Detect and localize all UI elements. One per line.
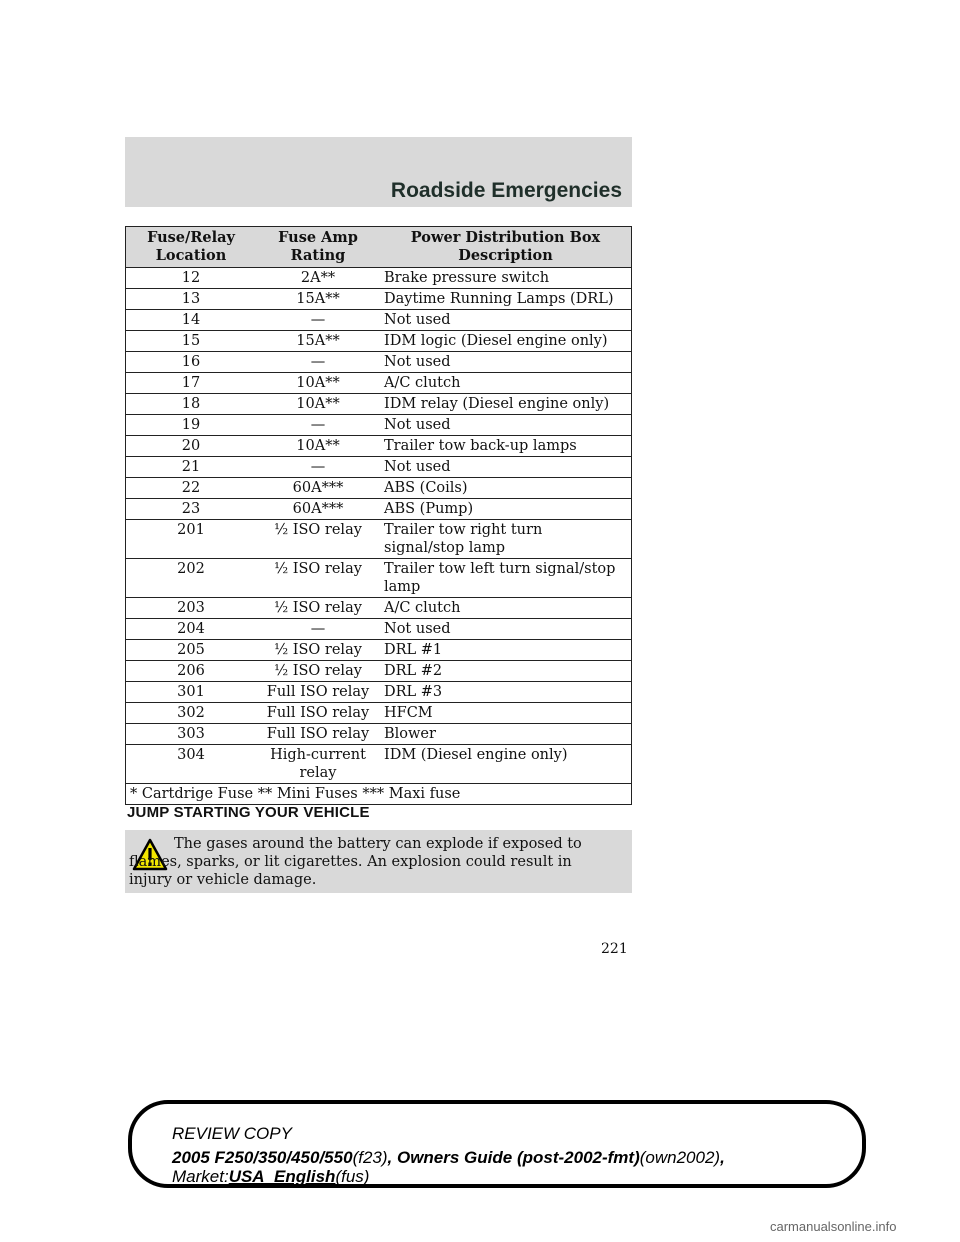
fuse-location-cell: 18 [126, 394, 257, 415]
fuse-location-cell: 205 [126, 640, 257, 661]
fuse-location-cell: 203 [126, 598, 257, 619]
fuse-location-cell: 17 [126, 373, 257, 394]
description-cell: IDM logic (Diesel engine only) [380, 331, 632, 352]
review-market-code: (fus) [335, 1167, 370, 1186]
description-cell: Trailer tow left turn signal/stop lamp [380, 559, 632, 598]
description-cell: Brake pressure switch [380, 268, 632, 289]
amp-rating-cell: Full ISO relay [256, 682, 380, 703]
description-cell: Not used [380, 352, 632, 373]
amp-rating-cell: ½ ISO relay [256, 559, 380, 598]
description-cell: IDM relay (Diesel engine only) [380, 394, 632, 415]
table-footnote-row [126, 784, 632, 805]
table-row [126, 559, 632, 598]
table-row [126, 640, 632, 661]
amp-rating-cell: 10A** [256, 436, 380, 457]
table-row [126, 745, 632, 784]
amp-rating-cell: 15A** [256, 289, 380, 310]
amp-rating-cell: ½ ISO relay [256, 640, 380, 661]
fuse-location-cell: 201 [126, 520, 257, 559]
section-title: Roadside Emergencies [390, 179, 622, 202]
fuse-location-cell: 206 [126, 661, 257, 682]
warning-text: The gases around the battery can explode if exposed to flames, sparks, or lit cigarettes. An explosion could result in injury or vehicle damage. [129, 836, 582, 888]
table-row [126, 268, 632, 289]
amp-rating-cell: 2A** [256, 268, 380, 289]
table-row [126, 373, 632, 394]
fuse-location-cell: 23 [126, 499, 257, 520]
fuse-location-cell: 303 [126, 724, 257, 745]
amp-rating-cell: ½ ISO relay [256, 598, 380, 619]
fuse-location-cell: 304 [126, 745, 257, 784]
review-guide-code: (own2002) [639, 1148, 721, 1167]
column-header-amp-rating: Fuse Amp Rating [256, 227, 380, 268]
review-model-code: (f23) [352, 1148, 388, 1167]
fuse-location-cell: 204 [126, 619, 257, 640]
amp-rating-cell: ½ ISO relay [256, 520, 380, 559]
column-header-location: Fuse/Relay Location [126, 227, 257, 268]
table-footnote: * Cartdrige Fuse ** Mini Fuses *** Maxi fuse [126, 784, 632, 805]
fuse-location-cell: 15 [126, 331, 257, 352]
description-cell: HFCM [380, 703, 632, 724]
fuse-location-cell: 19 [126, 415, 257, 436]
description-cell: DRL #3 [380, 682, 632, 703]
description-cell: Trailer tow right turn signal/stop lamp [380, 520, 632, 559]
amp-rating-cell: 15A** [256, 331, 380, 352]
description-cell: Not used [380, 619, 632, 640]
table-body [126, 268, 632, 784]
review-market: USA_English [228, 1167, 336, 1186]
column-header-description: Power Distribution Box Description [380, 227, 632, 268]
table-row [126, 352, 632, 373]
review-guide: , Owners Guide (post-2002-fmt) [387, 1148, 640, 1167]
table-row [126, 499, 632, 520]
table-row [126, 520, 632, 559]
table-row [126, 661, 632, 682]
fuse-location-cell: 14 [126, 310, 257, 331]
description-cell: A/C clutch [380, 373, 632, 394]
review-market-label: Market: [172, 1167, 229, 1186]
table-row [126, 394, 632, 415]
description-cell: Daytime Running Lamps (DRL) [380, 289, 632, 310]
section-heading: JUMP STARTING YOUR VEHICLE [127, 804, 370, 821]
description-cell: Trailer tow back-up lamps [380, 436, 632, 457]
amp-rating-cell: 10A** [256, 394, 380, 415]
description-cell: Not used [380, 310, 632, 331]
description-cell: Not used [380, 457, 632, 478]
amp-rating-cell: High-current relay [256, 745, 380, 784]
table-row [126, 457, 632, 478]
review-model: 2005 F250/350/450/550 [172, 1148, 353, 1167]
warning-box [125, 830, 632, 893]
amp-rating-cell: Full ISO relay [256, 724, 380, 745]
table-row [126, 331, 632, 352]
review-copy-box [128, 1100, 866, 1188]
review-market-line [172, 1167, 369, 1187]
amp-rating-cell: Full ISO relay [256, 703, 380, 724]
description-cell: Not used [380, 415, 632, 436]
review-model-line [172, 1148, 725, 1168]
description-cell: DRL #2 [380, 661, 632, 682]
fuse-location-cell: 301 [126, 682, 257, 703]
table-row [126, 682, 632, 703]
description-cell: ABS (Coils) [380, 478, 632, 499]
description-cell: DRL #1 [380, 640, 632, 661]
fuse-table [125, 226, 632, 805]
fuse-location-cell: 13 [126, 289, 257, 310]
table-row [126, 415, 632, 436]
amp-rating-cell: ½ ISO relay [256, 661, 380, 682]
fuse-location-cell: 302 [126, 703, 257, 724]
amp-rating-cell: 60A*** [256, 499, 380, 520]
table-row [126, 598, 632, 619]
description-cell: IDM (Diesel engine only) [380, 745, 632, 784]
table-row [126, 724, 632, 745]
table-header-row [126, 227, 632, 268]
description-cell: Blower [380, 724, 632, 745]
description-cell: A/C clutch [380, 598, 632, 619]
amp-rating-cell: — [256, 415, 380, 436]
fuse-location-cell: 202 [126, 559, 257, 598]
table-row [126, 478, 632, 499]
table-row [126, 703, 632, 724]
fuse-location-cell: 21 [126, 457, 257, 478]
section-header-band [125, 137, 632, 207]
fuse-location-cell: 16 [126, 352, 257, 373]
amp-rating-cell: 10A** [256, 373, 380, 394]
fuse-location-cell: 12 [126, 268, 257, 289]
page-number: 221 [601, 941, 628, 957]
table-row [126, 310, 632, 331]
description-cell: ABS (Pump) [380, 499, 632, 520]
table-row [126, 436, 632, 457]
amp-rating-cell: — [256, 310, 380, 331]
review-comma: , [720, 1148, 725, 1167]
fuse-location-cell: 20 [126, 436, 257, 457]
amp-rating-cell: 60A*** [256, 478, 380, 499]
review-copy-label: REVIEW COPY [172, 1124, 292, 1143]
table-row [126, 289, 632, 310]
table-row [126, 619, 632, 640]
watermark: carmanualsonline.info [770, 1219, 897, 1234]
amp-rating-cell: — [256, 619, 380, 640]
amp-rating-cell: — [256, 352, 380, 373]
amp-rating-cell: — [256, 457, 380, 478]
fuse-location-cell: 22 [126, 478, 257, 499]
